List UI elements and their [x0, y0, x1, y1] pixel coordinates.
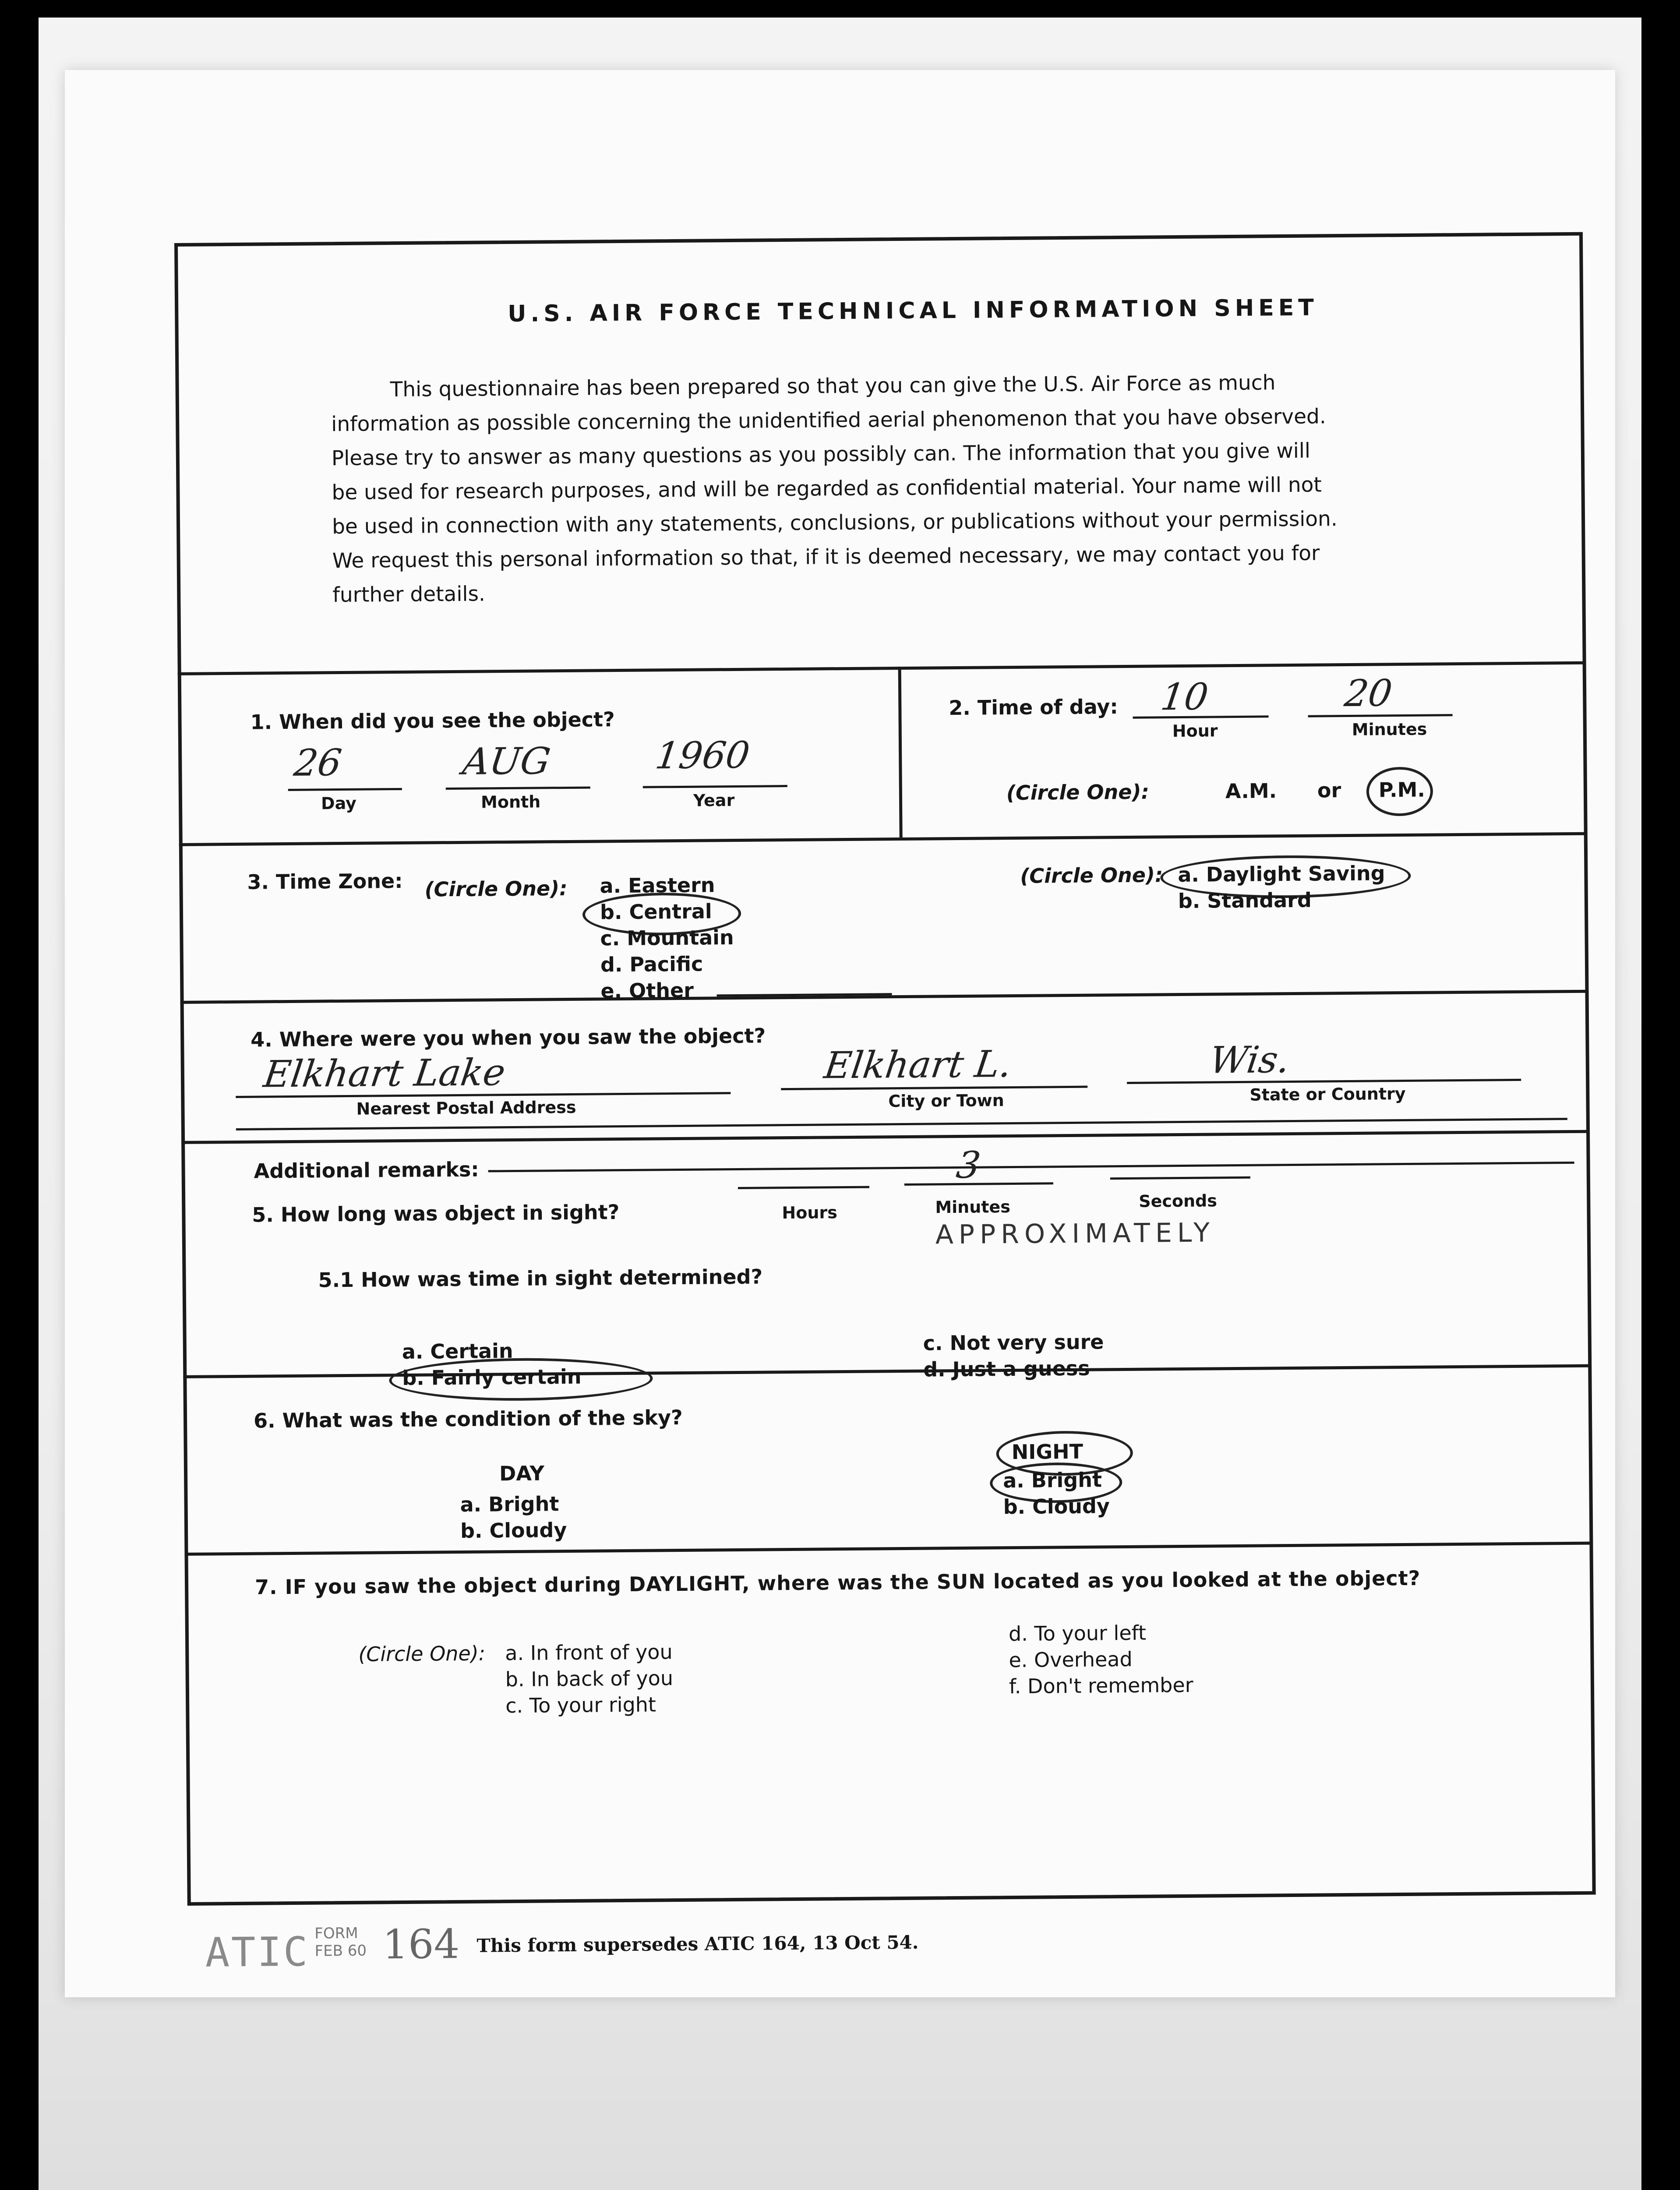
intro-line-2: information as possible concerning the unidentified aerial phenomenon that you have observed. — [331, 404, 1326, 437]
q6-label: 6. What was the condition of the sky? — [253, 1405, 683, 1433]
q5-label: 5. How long was object in sight? — [252, 1200, 620, 1227]
q5-minutes-label: Minutes — [935, 1197, 1011, 1217]
q2-pm: P.M. — [1378, 777, 1426, 802]
supersedes-note: This form supersedes ATIC 164, 13 Oct 54. — [476, 1931, 919, 1957]
q3-saving-option-a: a. Daylight Saving — [1178, 861, 1385, 887]
q4-state-label: State or Country — [1249, 1084, 1406, 1105]
q5-sub-label: 5.1 How was time in sight determined? — [318, 1265, 763, 1292]
intro-line-6: We request this personal information so that, if it is deemed necessary, we may contact you for — [332, 541, 1320, 573]
q4-city-label: City or Town — [888, 1091, 1004, 1111]
intro-line-7: further details. — [332, 582, 486, 608]
q1-day-label: Day — [321, 793, 357, 813]
q2-minutes-value: 20 — [1342, 671, 1395, 715]
q5-handwritten-note: APPROXIMATELY — [935, 1217, 1215, 1250]
q7-option-b: b. In back of you — [505, 1666, 674, 1692]
q1-label: 1. When did you see the object? — [250, 707, 615, 734]
q5-option-c: c. Not very sure — [923, 1330, 1104, 1355]
q4-state-value: Wis. — [1207, 1038, 1292, 1082]
q3-option-d: d. Pacific — [600, 952, 703, 977]
q2-label: 2. Time of day: — [949, 695, 1118, 720]
intro-line-5: be used in connection with any statements, conclusions, or publications without your permission. — [332, 507, 1338, 539]
q2-hour-label: Hour — [1172, 721, 1218, 741]
q3-option-a: a. Eastern — [600, 873, 715, 898]
q4-label: 4. Where were you when you saw the object? — [251, 1024, 766, 1052]
q4-city-value: Elkhart L. — [822, 1042, 1014, 1087]
q7-option-d: d. To your left — [1008, 1621, 1147, 1646]
information-form — [174, 232, 1641, 1976]
form-title: U.S. AIR FORCE TECHNICAL INFORMATION SHEET — [508, 294, 1318, 328]
q5-hours-label: Hours — [782, 1203, 837, 1223]
q3-saving-option-b: b. Standard — [1178, 888, 1312, 913]
q6-day-head: DAY — [499, 1461, 544, 1486]
form-number: 164 — [382, 1921, 460, 1968]
q6-day-option-a: a. Bright — [460, 1492, 559, 1516]
q5-option-a: a. Certain — [402, 1339, 513, 1363]
q4-postal-label: Nearest Postal Address — [356, 1097, 576, 1119]
document-photo — [39, 18, 1641, 2190]
q6-night-head: NIGHT — [1011, 1439, 1084, 1464]
form-sheet — [65, 70, 1615, 1997]
q7-option-e: e. Overhead — [1009, 1647, 1133, 1672]
q6-day-option-b: b. Cloudy — [460, 1518, 567, 1543]
q6-night-option-b: b. Cloudy — [1003, 1494, 1110, 1519]
q7-circle-one: (Circle One): — [358, 1641, 486, 1666]
intro-line-3: Please try to answer as many questions as you possibly can. The information that you give will — [331, 438, 1311, 471]
q2-circle-one: (Circle One): — [1006, 780, 1150, 805]
q5-option-d: d. Just a guess — [923, 1356, 1090, 1381]
q5-minutes-value: 3 — [954, 1143, 983, 1187]
intro-line-4: be used for research purposes, and will be regarded as confidential material. Your name will not — [332, 473, 1322, 505]
q3-label: 3. Time Zone: — [247, 869, 403, 894]
form-tag-bottom: FEB 60 — [314, 1942, 367, 1960]
q3-circle-one: (Circle One): — [424, 876, 568, 901]
q4-remarks-label: Additional remarks: — [254, 1157, 479, 1183]
intro-line-1: This questionnaire has been prepared so that you can give the U.S. Air Force as much — [390, 371, 1276, 402]
q7-option-a: a. In front of you — [505, 1640, 673, 1665]
q4-postal-value: Elkhart Lake — [261, 1051, 508, 1096]
form-code: ATIC — [205, 1928, 310, 1976]
q2-am: A.M. — [1225, 779, 1277, 803]
q1-year-value: 1960 — [653, 733, 752, 777]
q5-seconds-label: Seconds — [1139, 1191, 1218, 1211]
q5-option-b: b. Fairly certain — [402, 1364, 582, 1390]
q7-option-c: c. To your right — [505, 1692, 656, 1718]
q3-option-b: b. Central — [600, 899, 712, 924]
q1-day-value: 26 — [291, 741, 344, 784]
q2-minutes-label: Minutes — [1352, 719, 1427, 739]
q6-night-option-a: a. Bright — [1003, 1468, 1102, 1493]
q7-option-f: f. Don't remember — [1009, 1673, 1193, 1699]
q3-option-e: e. Other — [600, 978, 694, 1003]
form-tag-top: FORM — [314, 1924, 358, 1943]
q1-year-label: Year — [693, 790, 735, 810]
q1-month-label: Month — [480, 792, 541, 812]
q2-or: or — [1317, 778, 1341, 802]
q3-saving-circle-one: (Circle One): — [1020, 863, 1163, 888]
q3-option-c: c. Mountain — [600, 925, 734, 950]
q2-hour-value: 10 — [1158, 675, 1211, 719]
q1-month-value: AUG — [460, 739, 553, 783]
q7-label: 7. IF you saw the object during DAYLIGHT, where was the SUN located as you looked at the object? — [254, 1566, 1421, 1599]
